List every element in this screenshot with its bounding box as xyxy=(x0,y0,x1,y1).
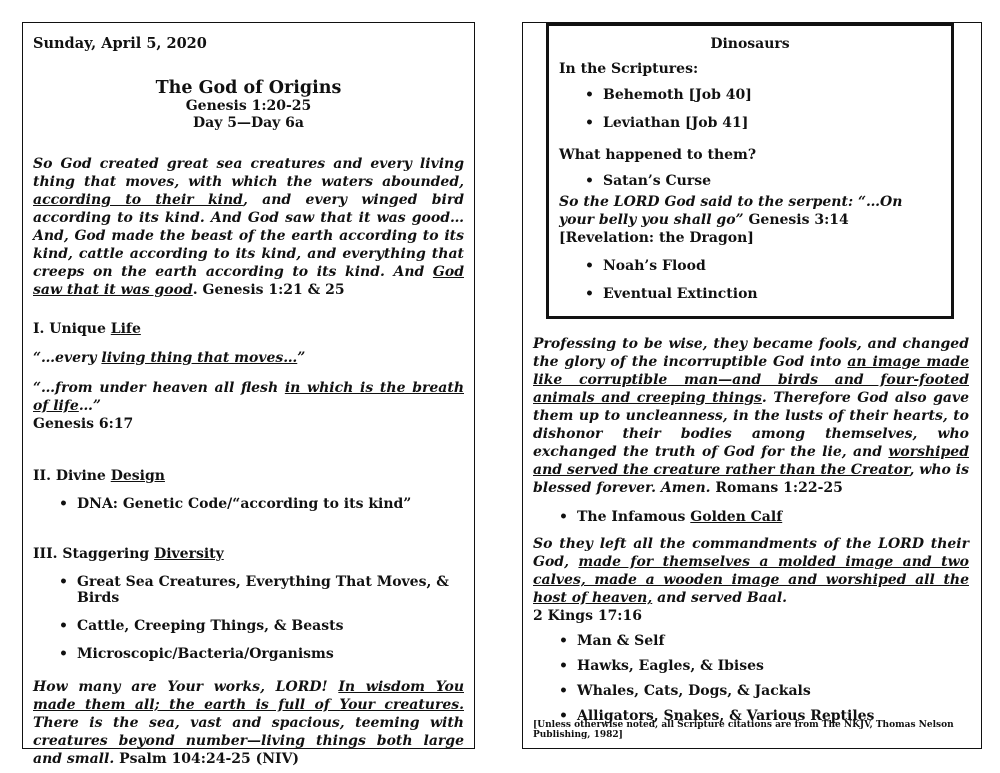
list-item: • Eventual Extinction xyxy=(585,286,941,302)
idol-list xyxy=(533,633,969,724)
list-item: • Satan’s Curse xyxy=(585,173,941,189)
quote-text: How many are Your works, LORD! xyxy=(33,679,339,695)
heading-underlined: Diversity xyxy=(154,546,224,562)
romans-quote xyxy=(533,335,969,497)
quote-text: , who is blessed forever. Amen. xyxy=(533,462,970,496)
quote-text: So the LORD God said to the serpent: “…On your belly you shall go” xyxy=(559,194,903,228)
list-item: • Alligators, Snakes, & Various Reptiles xyxy=(559,708,969,724)
quote-underlined: made for themselves a molded image and two calves, made a wooden image and worshiped all the host of heaven, xyxy=(533,554,969,606)
quote-reference: Genesis 3:14 [Revelation: the Dragon] xyxy=(559,212,849,246)
heading-text: II. Divine xyxy=(33,468,111,484)
curse-quote xyxy=(559,193,941,247)
diversity-list xyxy=(33,574,464,662)
list-item: • Noah’s Flood xyxy=(585,258,941,274)
quote-text: So God created great sea creatures and every living thing that moves, with which the waters abounded, xyxy=(33,156,464,190)
quote-text: . Therefore God also gave them up to uncleanness, in the lusts of their hearts, to dishonor their bodies among themselves, who exchanged the truth of God for the lie, and xyxy=(533,390,969,460)
quote-underlined: an image made like corruptible man—and birds and four-footed animals and creeping things xyxy=(533,354,969,406)
sermon-title: The God of Origins xyxy=(155,78,342,98)
heading-underlined: Life xyxy=(110,321,141,337)
life-quote-2 xyxy=(33,379,464,415)
left-page xyxy=(22,22,475,767)
quote-text: , and every winged bird according to its kind. And God saw that it was good…And, God made the beast of the earth according to its kind, cattle according to its kind, and everything that creeps on the earth according to its kind. And xyxy=(33,192,464,280)
quote-text: and served Baal. xyxy=(652,590,788,606)
section-heading-life xyxy=(33,321,464,337)
quote-underlined: In wisdom You made them all; the earth is full of Your creatures. xyxy=(33,679,464,713)
scriptures-heading: In the Scriptures: xyxy=(559,61,699,77)
list-item xyxy=(559,509,969,525)
curse-list xyxy=(559,173,941,189)
opening-quote xyxy=(33,155,464,299)
section-heading-diversity xyxy=(33,546,464,562)
quote-text: ” xyxy=(297,350,306,366)
quote-reference: Psalm 104:24-25 (NIV) xyxy=(114,751,300,767)
quote-underlined: living thing that moves… xyxy=(101,350,298,366)
quote-text: There is the sea, vast and spacious, teeming with creatures beyond number—living things both large and small. xyxy=(33,715,464,767)
citation-footnote: [Unless otherwise noted, all Scripture citations are from The NKJV, Thomas Nelson Publishing, 1982] xyxy=(533,720,954,740)
right-page xyxy=(522,22,982,749)
quote-text: “…from under heaven all flesh xyxy=(33,380,285,396)
dinosaurs-box xyxy=(546,23,954,319)
quote-text: Professing to be wise, they became fools, and changed the glory of the incorruptible God into xyxy=(533,336,969,370)
quote-underlined: worshiped and served the creature rather than the Creator xyxy=(533,444,969,478)
kings-quote xyxy=(533,535,969,607)
quote-text: “…every xyxy=(33,350,102,366)
heading-text: I. Unique xyxy=(33,321,111,337)
design-list xyxy=(33,496,464,512)
closing-quote xyxy=(33,678,464,768)
list-item: • Hawks, Eagles, & Ibises xyxy=(559,658,969,674)
list-item: • Whales, Cats, Dogs, & Jackals xyxy=(559,683,969,699)
sermon-days: Day 5—Day 6a xyxy=(193,115,304,131)
bulletin-date: Sunday, April 5, 2020 xyxy=(33,35,207,52)
list-underlined: Golden Calf xyxy=(690,509,783,525)
list-item: • Cattle, Creeping Things, & Beasts xyxy=(59,618,464,634)
sermon-reference: Genesis 1:20-25 xyxy=(185,98,312,114)
list-item: • Microscopic/Bacteria/Organisms xyxy=(59,646,464,662)
quote-underlined: according to their kind xyxy=(33,192,243,208)
list-item: • Man & Self xyxy=(559,633,969,649)
list-item: • Behemoth [Job 40] xyxy=(585,87,941,103)
kings-reference: 2 Kings 17:16 xyxy=(533,608,642,624)
quote-text: …” xyxy=(78,398,101,414)
list-item: • Great Sea Creatures, Everything That Moves, & Birds xyxy=(59,574,464,606)
life-quote-2-reference: Genesis 6:17 xyxy=(33,416,134,432)
dinosaurs-title: Dinosaurs xyxy=(710,36,790,52)
quote-underlined: God saw that it was good xyxy=(33,264,464,298)
heading-text: III. Staggering xyxy=(33,546,155,562)
end-list xyxy=(559,258,941,302)
section-heading-design xyxy=(33,468,464,484)
right-lower-content xyxy=(533,335,969,724)
quote-reference: . Genesis 1:21 & 25 xyxy=(192,282,345,298)
quote-underlined: in which is the breath of life xyxy=(33,380,464,414)
calf-list xyxy=(533,509,969,525)
quote-reference: Romans 1:22-25 xyxy=(710,480,843,496)
happened-heading: What happened to them? xyxy=(559,147,757,163)
scripture-list xyxy=(559,87,941,131)
list-item: • Leviathan [Job 41] xyxy=(585,115,941,131)
list-item: • DNA: Genetic Code/“according to its kind” xyxy=(59,496,464,512)
list-text: The Infamous xyxy=(577,509,691,525)
heading-underlined: Design xyxy=(110,468,165,484)
quote-text: So they left all the commandments of the LORD their God, xyxy=(533,536,969,570)
life-quote-1 xyxy=(33,349,464,367)
sermon-header xyxy=(33,78,464,132)
